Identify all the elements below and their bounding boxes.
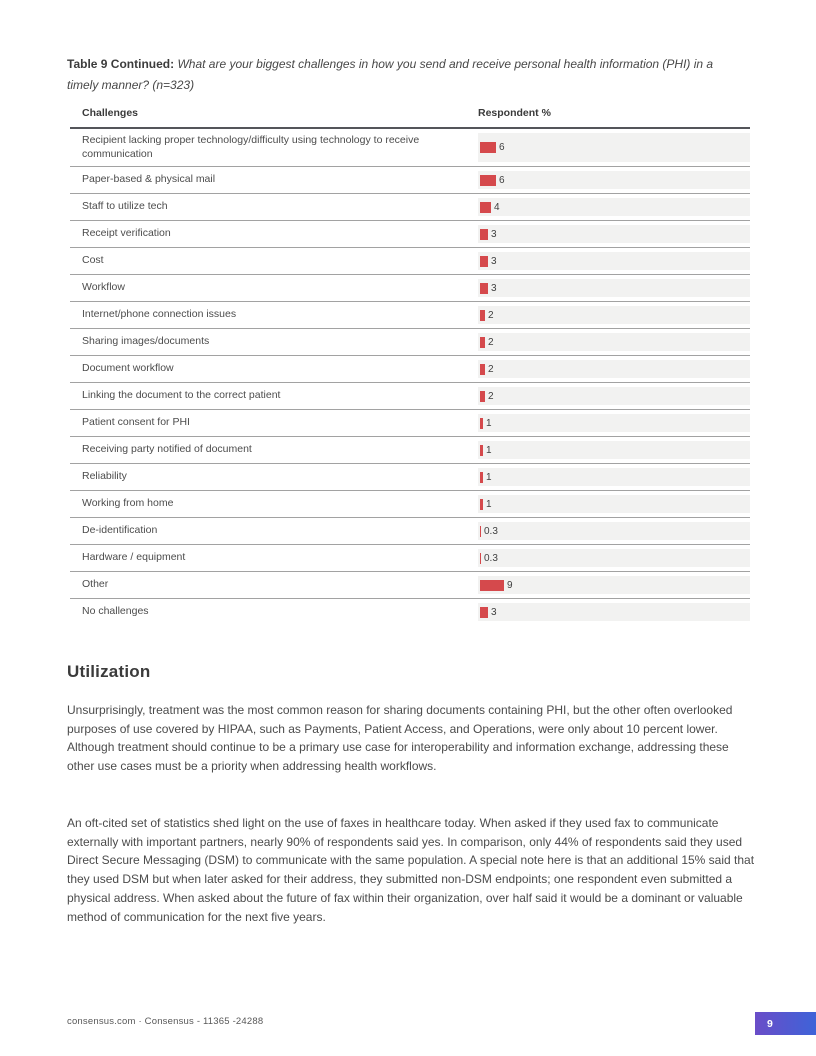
challenge-label: Cost [82,254,104,267]
respondent-bar [480,499,483,510]
respondent-bar [480,472,483,483]
respondent-bar [480,310,485,321]
table-row [70,167,750,194]
respondent-bar-cell [478,279,750,297]
respondent-value: 1 [486,417,492,429]
respondent-bar [480,445,483,456]
respondent-bar [480,256,488,267]
challenge-label: Workflow [82,281,125,294]
respondent-bar-cell [478,603,750,621]
respondent-value: 4 [494,201,500,213]
challenge-label: Hardware / equipment [82,551,186,564]
table-caption [67,54,739,96]
respondent-value: 6 [499,142,505,153]
table-row [70,545,750,572]
page-number: 9 [767,1017,773,1030]
column-header-challenges: Challenges [82,107,139,119]
respondent-bar [480,364,485,375]
table-row [70,329,750,356]
respondent-bar [480,553,481,564]
respondent-value: 9 [507,579,513,591]
footer-source-text: consensus.com · Consensus - 11365 -24288 [67,1016,264,1027]
respondent-value: 0.3 [484,552,498,564]
page-number-badge [755,1012,816,1035]
table-row [70,518,750,545]
respondent-bar-cell [478,360,750,378]
respondent-bar-cell [478,252,750,270]
respondent-value: 6 [499,174,505,186]
table-row [70,302,750,329]
challenge-label: Other [82,578,109,591]
respondent-bar-cell [478,171,750,189]
respondent-bar [480,229,488,240]
table-row [70,464,750,491]
challenge-label: Reliability [82,470,127,483]
utilization-paragraph-1: Unsurprisingly, treatment was the most common reason for sharing documents containing PHI, but the other often overlooked purposes of use covered by HIPAA, such as Payments, Patient Access, and Operations, were only about 10 percent lower. Although treatment should continue to be a primary use case for interoperability and information exchange, addressing these other use cases must be a priority when addressing health workflows. [67,703,733,774]
challenge-label: Sharing images/documents [82,335,210,348]
respondent-value: 1 [486,471,492,483]
respondent-bar-cell [478,133,750,162]
challenge-label: Receipt verification [82,227,171,240]
respondent-bar-cell [478,495,750,513]
table-row [70,410,750,437]
respondent-value: 2 [488,336,494,348]
table-caption-question: What are your biggest challenges in how you send and receive personal health information (PHI) in a timely manner? (n=323) [67,57,714,92]
respondent-bar [480,418,483,429]
challenge-label: Working from home [82,497,174,510]
table-header-row [70,107,750,129]
table-row [70,491,750,518]
challenge-label: Document workflow [82,362,174,375]
respondent-bar-cell [478,468,750,486]
respondent-bar [480,580,504,591]
respondent-bar [480,175,496,186]
table-row [70,194,750,221]
respondent-value: 3 [491,255,497,267]
challenge-label: Staff to utilize tech [82,200,168,213]
respondent-bar [480,202,491,213]
respondent-bar [480,337,485,348]
respondent-bar [480,607,488,618]
respondent-value: 3 [491,282,497,294]
table-row [70,248,750,275]
respondent-value: 3 [491,606,497,618]
challenge-label: Internet/phone connection issues [82,308,237,321]
respondent-bar-cell [478,225,750,243]
challenge-label: Receiving party notified of document [82,443,252,456]
challenge-label: Paper-based & physical mail [82,173,216,186]
respondent-bar-cell [478,414,750,432]
table-row [70,572,750,599]
respondent-bar-cell [478,333,750,351]
table-caption-title: Table 9 Continued: [67,57,175,71]
respondent-bar [480,142,496,153]
respondent-bar-cell [478,576,750,594]
respondent-value: 2 [488,390,494,402]
table-row [70,221,750,248]
respondent-value: 2 [488,309,494,321]
table-row [70,275,750,302]
respondent-bar-cell [478,549,750,567]
respondent-bar [480,526,481,537]
utilization-paragraph-2: An oft-cited set of statistics shed light on the use of faxes in healthcare today. When asked if they used fax to communicate externally with important partners, nearly 90% of respondents said yes. In comparison, only 44% of respondents said they used Direct Secure Messaging (DSM) to communicate with the same population. A special note here is that an additional 15% said that they used DSM but when later asked for their address, they submitted non-DSM endpoints; one respondent even submitted a physical address. When asked about the future of fax within their organization, over half said it would be a dominant or valuable method of communication for the next five years. [67,816,755,924]
table-row [70,129,750,167]
challenge-label: Recipient lacking proper technology/difficulty using technology to receive communication [82,134,420,160]
column-header-respondent: Respondent % [478,107,551,119]
challenges-table [70,107,750,625]
challenge-label: Patient consent for PHI [82,416,190,429]
challenge-label: De-identification [82,524,158,537]
challenge-label: Linking the document to the correct patient [82,389,281,402]
respondent-bar-cell [478,522,750,540]
respondent-bar-cell [478,441,750,459]
respondent-bar-cell [478,306,750,324]
respondent-bar [480,391,485,402]
table-row [70,356,750,383]
table-body [70,129,750,625]
respondent-bar [480,283,488,294]
table-row [70,383,750,410]
respondent-bar-cell [478,198,750,216]
respondent-value: 2 [488,363,494,375]
challenge-label: No challenges [82,605,149,618]
respondent-value: 1 [486,444,492,456]
respondent-bar-cell [478,387,750,405]
respondent-value: 1 [486,498,492,510]
respondent-value: 3 [491,228,497,240]
table-row [70,437,750,464]
table-row [70,599,750,625]
section-heading-utilization: Utilization [67,662,151,681]
respondent-value: 0.3 [484,525,498,537]
